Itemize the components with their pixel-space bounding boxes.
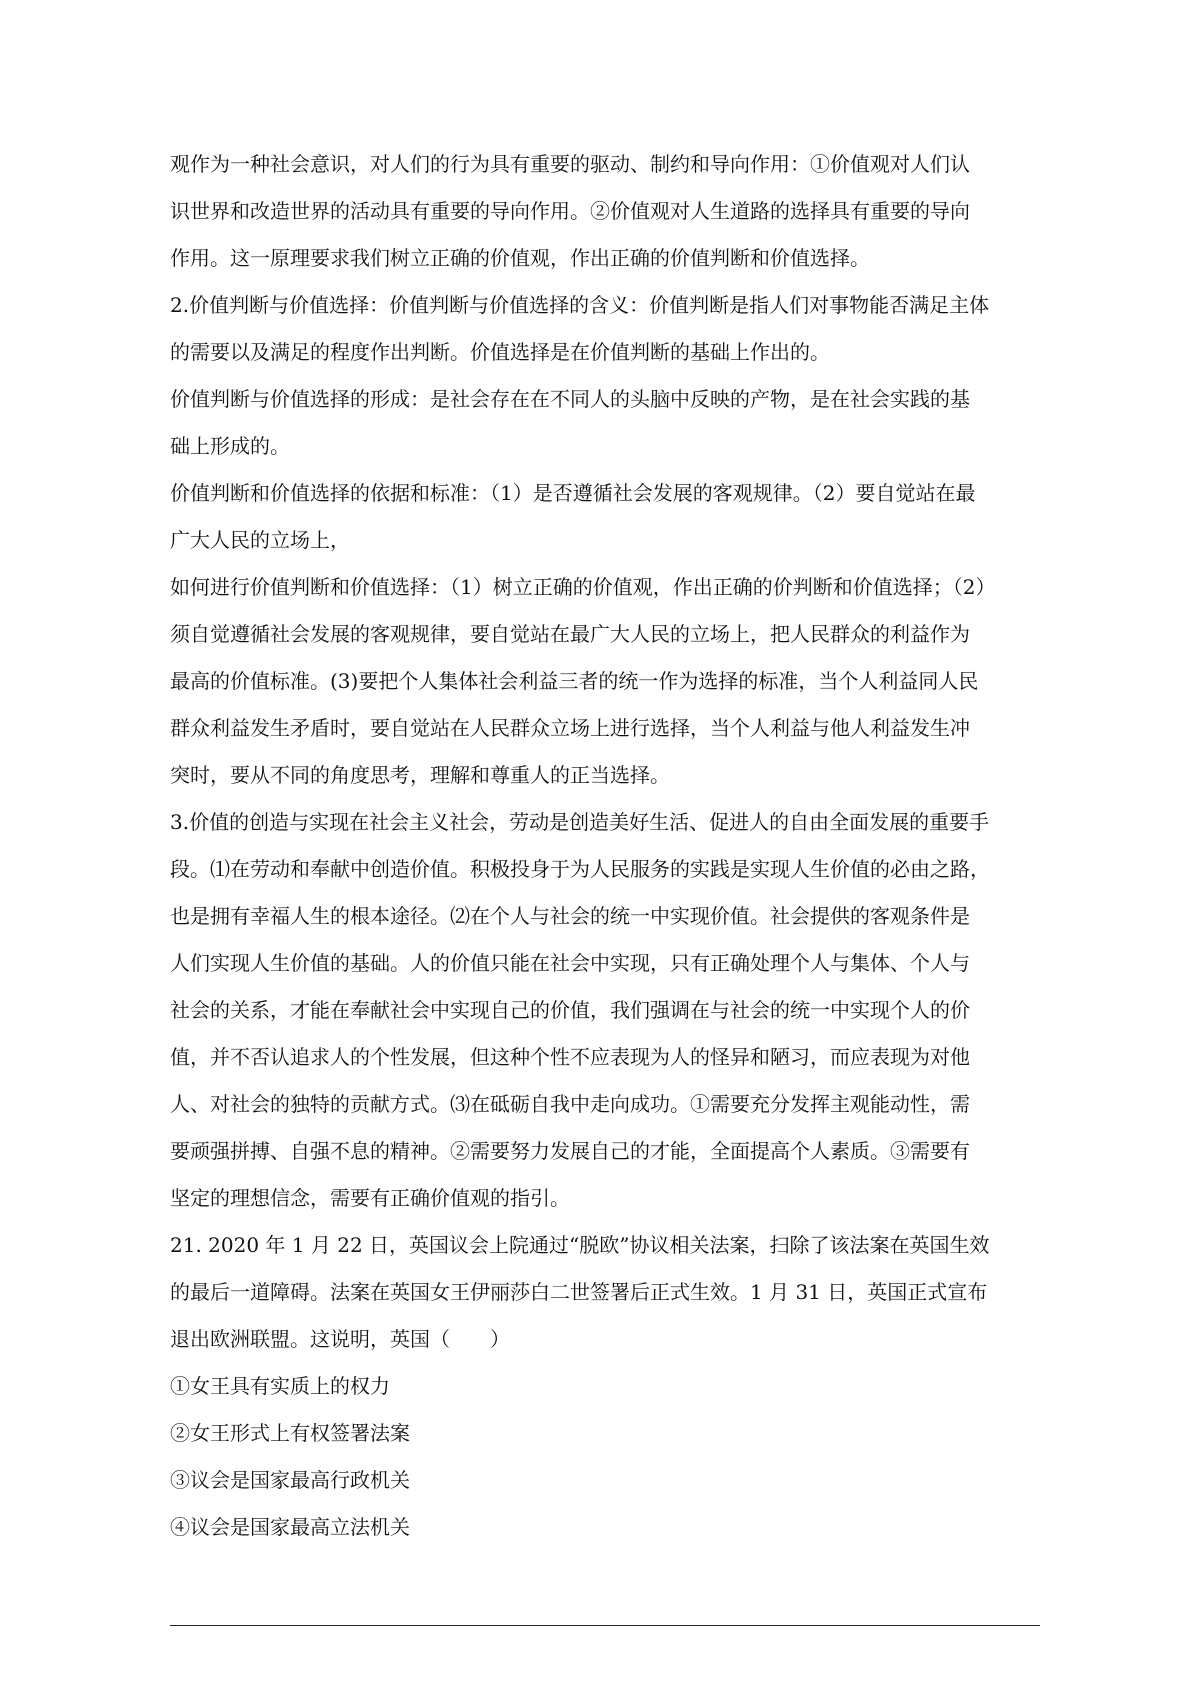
text-line: 识世界和改造世界的活动具有重要的导向作用。②价值观对人生道路的选择具有重要的导向 — [170, 199, 970, 223]
option-item: ④议会是国家最高立法机关 — [170, 1515, 410, 1539]
text-line: 突时，要从不同的角度思考，理解和尊重人的正当选择。 — [170, 763, 670, 787]
text-line: 也是拥有幸福人生的根本途径。⑵在个人与社会的统一中实现价值。社会提供的客观条件是 — [170, 904, 970, 928]
option-item: ③议会是国家最高行政机关 — [170, 1468, 410, 1492]
text-line: 的需要以及满足的程度作出判断。价值选择是在价值判断的基础上作出的。 — [170, 340, 830, 364]
text-line: 人们实现人生价值的基础。人的价值只能在社会中实现，只有正确处理个人与集体、个人与 — [170, 951, 970, 975]
text-line: 值，并不否认追求人的个性发展，但这种个性不应表现为人的怪异和陋习，而应表现为对他 — [170, 1045, 970, 1069]
text-line: 要顽强拼搏、自强不息的精神。②需要努力发展自己的才能，全面提高个人素质。③需要有 — [170, 1139, 970, 1163]
text-line: 2.价值判断与价值选择：价值判断与价值选择的含义：价值判断是指人们对事物能否满足主体 — [170, 293, 990, 317]
text-line: 观作为一种社会意识，对人们的行为具有重要的驱动、制约和导向作用：①价值观对人们认 — [170, 152, 970, 176]
text-line: 础上形成的。 — [170, 434, 290, 458]
text-line: 作用。这一原理要求我们树立正确的价值观，作出正确的价值判断和价值选择。 — [170, 246, 870, 270]
text-line: 段。⑴在劳动和奉献中创造价值。积极投身于为人民服务的实践是实现人生价值的必由之路， — [170, 857, 990, 881]
text-line: 最高的价值标准。(3)要把个人集体社会利益三者的统一作为选择的标准，当个人利益同人民 — [170, 669, 979, 693]
question-line: 退出欧洲联盟。这说明，英国（ ） — [170, 1327, 510, 1351]
question-line: 的最后一道障碍。法案在英国女王伊丽莎白二世签署后正式生效。1 月 31 日，英国正式宣布 — [170, 1280, 988, 1304]
question-line: 21. 2020 年 1 月 22 日，英国议会上院通过“脱欧”协议相关法案，扫除了该法案在英国生效 — [170, 1233, 990, 1257]
text-line: 人、对社会的独特的贡献方式。⑶在砥砺自我中走向成功。①需要充分发挥主观能动性，需 — [170, 1092, 970, 1116]
text-line: 广大人民的立场上， — [170, 528, 350, 552]
text-line: 3.价值的创造与实现在社会主义社会，劳动是创造美好生活、促进人的自由全面发展的重要手 — [170, 810, 990, 834]
text-line: 坚定的理想信念，需要有正确价值观的指引。 — [170, 1186, 570, 1210]
document-body — [170, 151, 1040, 1561]
option-item: ②女王形式上有权签署法案 — [170, 1421, 410, 1445]
text-line: 群众利益发生矛盾时，要自觉站在人民群众立场上进行选择，当个人利益与他人利益发生冲 — [170, 716, 970, 740]
text-line: 价值判断与价值选择的形成：是社会存在在不同人的头脑中反映的产物，是在社会实践的基 — [170, 387, 970, 411]
text-line: 价值判断和价值选择的依据和标准：（1）是否遵循社会发展的客观规律。（2）要自觉站在最 — [170, 481, 976, 505]
option-item: ①女王具有实质上的权力 — [170, 1374, 390, 1398]
text-line: 须自觉遵循社会发展的客观规律，要自觉站在最广大人民的立场上，把人民群众的利益作为 — [170, 622, 970, 646]
text-line: 社会的关系，才能在奉献社会中实现自己的价值，我们强调在与社会的统一中实现个人的价 — [170, 998, 970, 1022]
footer-divider — [170, 1625, 1040, 1626]
text-line: 如何进行价值判断和价值选择：（1）树立正确的价值观，作出正确的价判断和价值选择；（2） — [170, 575, 996, 599]
